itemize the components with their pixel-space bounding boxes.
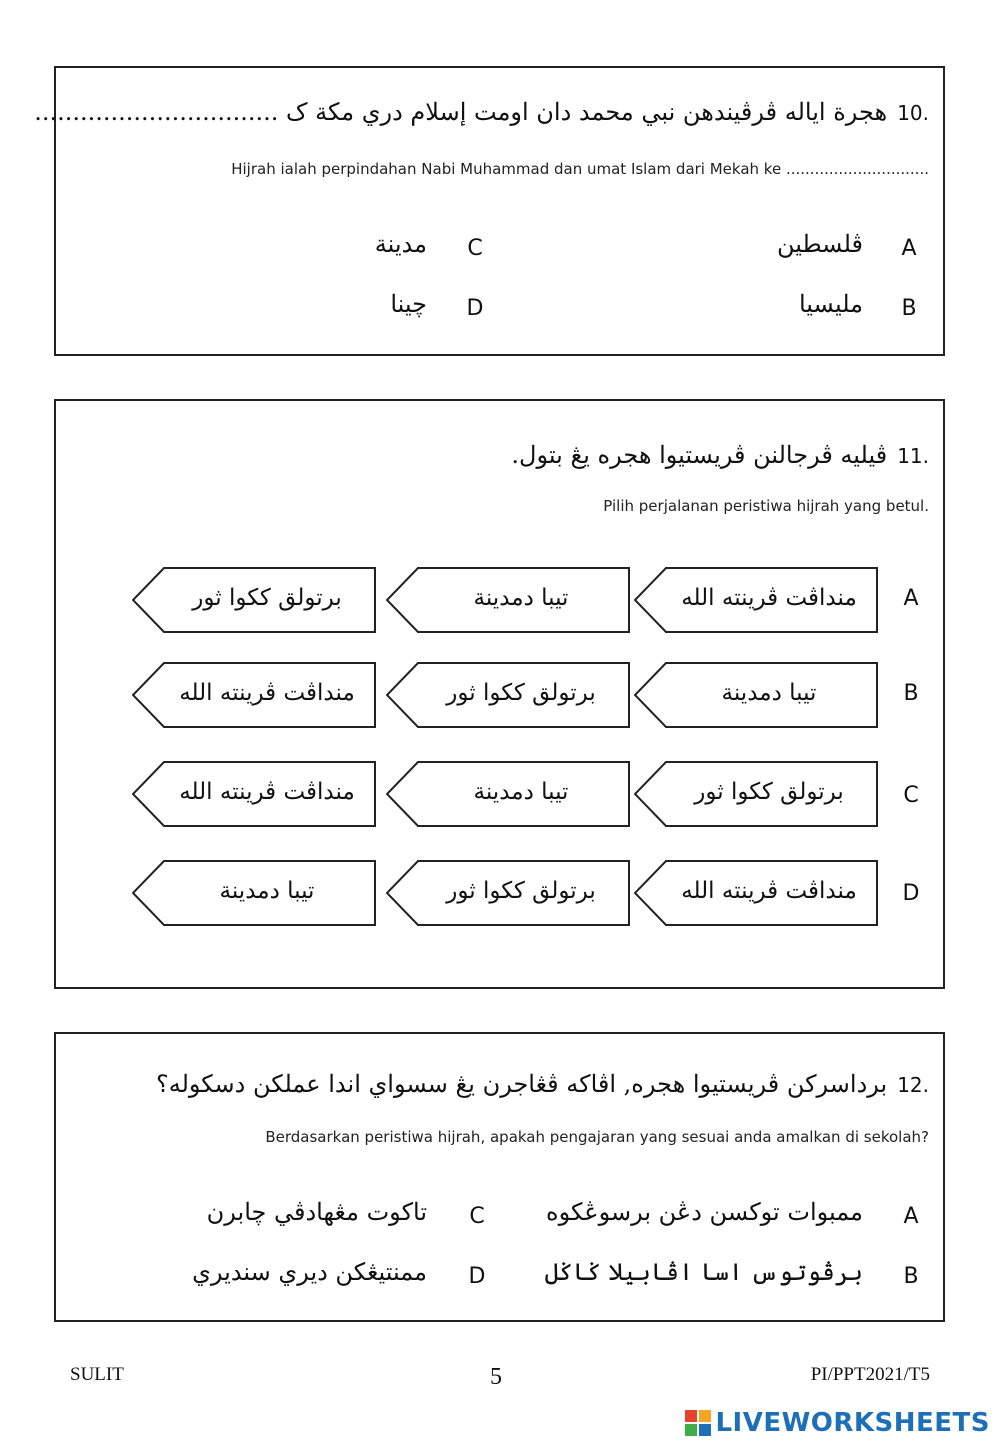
question-11-box — [54, 399, 945, 989]
question-10-text — [34, 98, 929, 126]
q11-row-c-step-1[interactable] — [634, 761, 878, 827]
footer-code: PI/PPT2021/T5 — [810, 1364, 930, 1385]
q11-row-d-step-2[interactable] — [386, 860, 630, 926]
q10-option-c[interactable]: مدينة — [374, 230, 427, 258]
q11-row-a-step-2-label: تيبا دمدينة — [473, 585, 569, 611]
q11-row-b-step-2-label: برتولق ککوا ثور — [446, 680, 596, 706]
q11-row-d-step-3-label: تيبا دمدينة — [219, 878, 315, 904]
q12-option-b-letter: B — [903, 1264, 919, 1289]
q11-row-b-step-3-label: منداڤت ڤرينته الله — [179, 680, 355, 706]
liveworksheets-logo-icon — [685, 1410, 711, 1436]
q11-row-d-letter: D — [902, 881, 920, 906]
q11-row-d-step-1-label: منداڤت ڤرينته الله — [681, 878, 857, 904]
q11-row-c-letter: C — [903, 783, 919, 808]
logo-square-red — [685, 1410, 697, 1422]
q11-row-a-step-1-label: منداڤت ڤرينته الله — [681, 585, 857, 611]
question-10-box — [34, 66, 945, 356]
q11-row-c-step-2[interactable] — [386, 761, 630, 827]
q11-row-a-step-1[interactable] — [634, 567, 878, 633]
question-12-jawi: برداسرکن ڤريستيوا هجره, اڤاکه ڤڠاجرن يڠ سسواي اندا عملکن دسکوله؟ — [155, 1070, 888, 1098]
q11-row-a-letter: A — [903, 586, 919, 611]
q12-option-c[interactable]: تاکوت مڠهادڤي چابرن — [206, 1198, 427, 1226]
liveworksheets-wordmark: LIVEWORKSHEETS — [715, 1408, 990, 1438]
question-10-number: 10. — [897, 101, 929, 125]
q12-option-d[interactable]: ممنتيڠکن ديري سنديري — [192, 1258, 427, 1286]
liveworksheets-brand[interactable] — [685, 1408, 990, 1438]
q11-row-d-step-3[interactable] — [132, 860, 376, 926]
question-11-text — [511, 441, 929, 469]
q11-row-c-step-2-label: تيبا دمدينة — [473, 779, 569, 805]
q11-row-a-step-2[interactable] — [386, 567, 630, 633]
q11-row-b-step-1[interactable] — [634, 662, 878, 728]
question-12-translation: Berdasarkan peristiwa hijrah, apakah pengajaran yang sesuai anda amalkan di sekolah? — [265, 1128, 929, 1146]
question-11-jawi: ڤيليه ڤرجالنن ڤريستيوا هجره يڠ بتول. — [511, 441, 888, 469]
q11-row-b-letter: B — [903, 681, 919, 706]
q11-row-d-step-1[interactable] — [634, 860, 878, 926]
q11-row-c-step-3[interactable] — [132, 761, 376, 827]
question-12-number: 12. — [897, 1073, 929, 1097]
q10-option-d-letter: D — [466, 296, 484, 321]
q11-row-d-step-2-label: برتولق ککوا ثور — [446, 878, 596, 904]
q10-option-d[interactable]: چينا — [390, 290, 427, 318]
q11-row-b-step-3[interactable] — [132, 662, 376, 728]
question-11-translation: Pilih perjalanan peristiwa hijrah yang betul. — [603, 497, 929, 515]
logo-square-green — [685, 1424, 697, 1436]
question-12-text — [156, 1070, 929, 1098]
q12-option-b[interactable]: برڤوتوس اسا اڤابيلا ݢاݢل — [544, 1258, 863, 1286]
q11-row-a-step-3-label: برتولق ککوا ثور — [192, 585, 342, 611]
q12-option-d-letter: D — [468, 1264, 486, 1289]
q11-row-c-step-3-label: منداڤت ڤرينته الله — [179, 779, 355, 805]
q12-option-c-letter: C — [469, 1204, 485, 1229]
q12-option-a[interactable]: ممبوات توکسن دڠن برسوڠکوه — [546, 1198, 863, 1226]
q10-option-b[interactable]: مليسيا — [798, 290, 863, 318]
q10-option-a[interactable]: ڤلسطين — [776, 230, 863, 258]
question-12-box — [54, 1032, 945, 1322]
footer-sulit: SULIT — [70, 1364, 124, 1385]
q10-option-a-letter: A — [901, 236, 917, 261]
logo-square-orange — [699, 1410, 711, 1422]
q12-option-a-letter: A — [903, 1204, 919, 1229]
q11-row-b-step-2[interactable] — [386, 662, 630, 728]
q10-option-c-letter: C — [467, 236, 483, 261]
q11-row-b-step-1-label: تيبا دمدينة — [721, 680, 817, 706]
question-10-translation: Hijrah ialah perpindahan Nabi Muhammad dan umat Islam dari Mekah ke .............................. — [231, 160, 929, 178]
q11-row-c-step-1-label: برتولق ککوا ثور — [694, 779, 844, 805]
question-10-jawi: هجرة اياله ڤرڤيندهن نبي محمد دان اومت إسلام دري مكة ک ................................ — [34, 98, 888, 126]
logo-square-blue — [699, 1424, 711, 1436]
q11-row-a-step-3[interactable] — [132, 567, 376, 633]
q10-option-b-letter: B — [901, 296, 917, 321]
question-11-number: 11. — [897, 444, 929, 468]
footer-page-number: 5 — [490, 1364, 502, 1390]
